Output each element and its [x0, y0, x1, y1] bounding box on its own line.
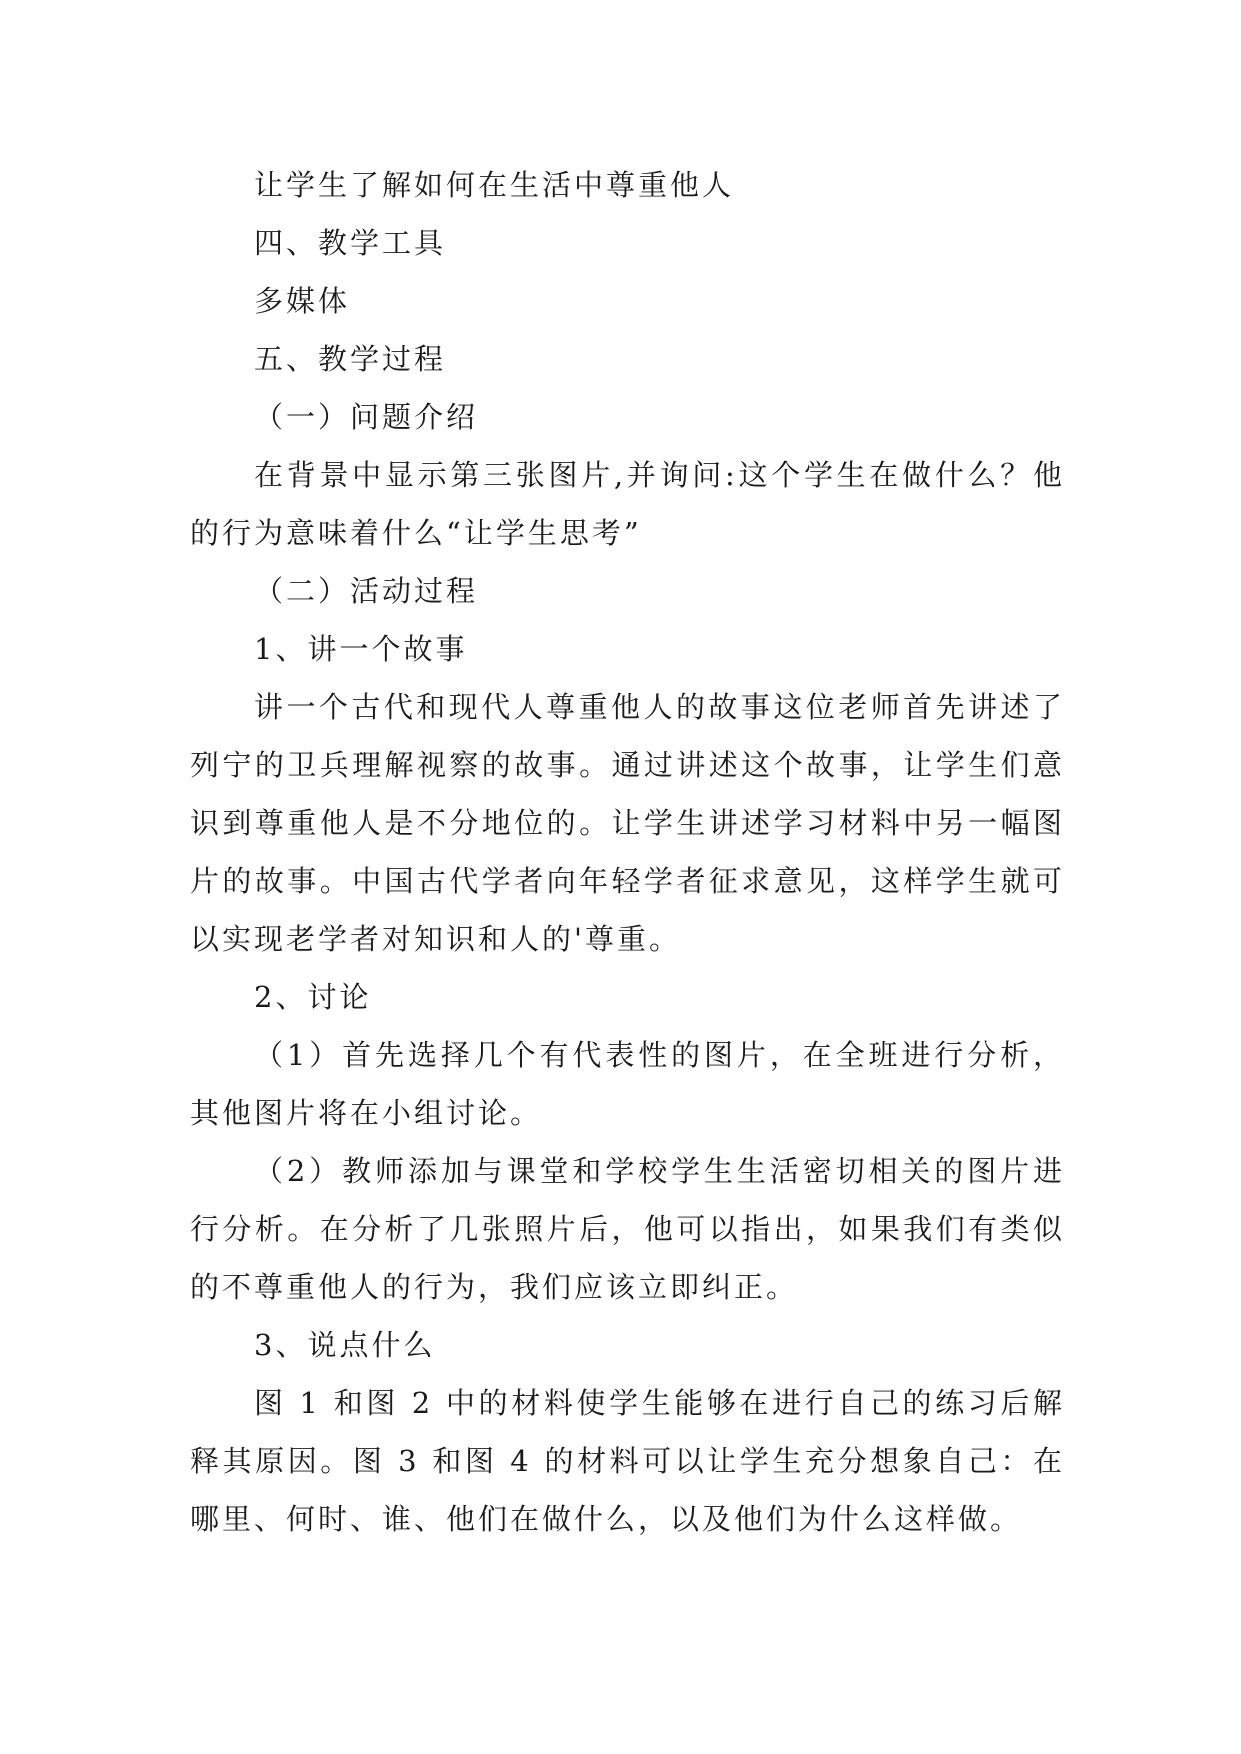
paragraph-multimedia: 多媒体	[254, 284, 351, 318]
document-body	[190, 156, 1065, 1548]
paragraph-goal: 让学生了解如何在生活中尊重他人	[254, 168, 735, 202]
heading-discussion: 2、讨论	[254, 980, 372, 1014]
heading-tell-story: 1、讲一个故事	[254, 632, 468, 666]
subheading-problem-intro: （一）问题介绍	[254, 400, 479, 434]
paragraph-discussion-1: （1）首先选择几个有代表性的图片，在全班进行分析，其他图片将在小组讨论。	[190, 1038, 1065, 1130]
subheading-activity-process: （二）活动过程	[254, 574, 479, 608]
paragraph-problem-intro: 在背景中显示第三张图片,并询问:这个学生在做什么？他的行为意味着什么“让学生思考”	[190, 458, 1065, 550]
heading-teaching-process: 五、教学过程	[254, 342, 447, 376]
heading-say-something: 3、说点什么	[254, 1328, 436, 1362]
paragraph-story: 讲一个古代和现代人尊重他人的故事这位老师首先讲述了列宁的卫兵理解视察的故事。通过讲述这个故事，让学生们意识到尊重他人是不分地位的。让学生讲述学习材料中另一幅图片的故事。中国古代学者向年轻学者征求意见，这样学生就可以实现老学者对知识和人的'尊重。	[190, 690, 1065, 956]
paragraph-discussion-2: （2）教师添加与课堂和学校学生生活密切相关的图片进行分析。在分析了几张照片后，他可以指出，如果我们有类似的不尊重他人的行为，我们应该立即纠正。	[190, 1154, 1065, 1304]
paragraph-say-something: 图 1 和图 2 中的材料使学生能够在进行自己的练习后解释其原因。图 3 和图 4 的材料可以让学生充分想象自己：在哪里、何时、谁、他们在做什么，以及他们为什么这样做。	[190, 1386, 1065, 1536]
heading-teaching-tools: 四、教学工具	[254, 226, 447, 260]
